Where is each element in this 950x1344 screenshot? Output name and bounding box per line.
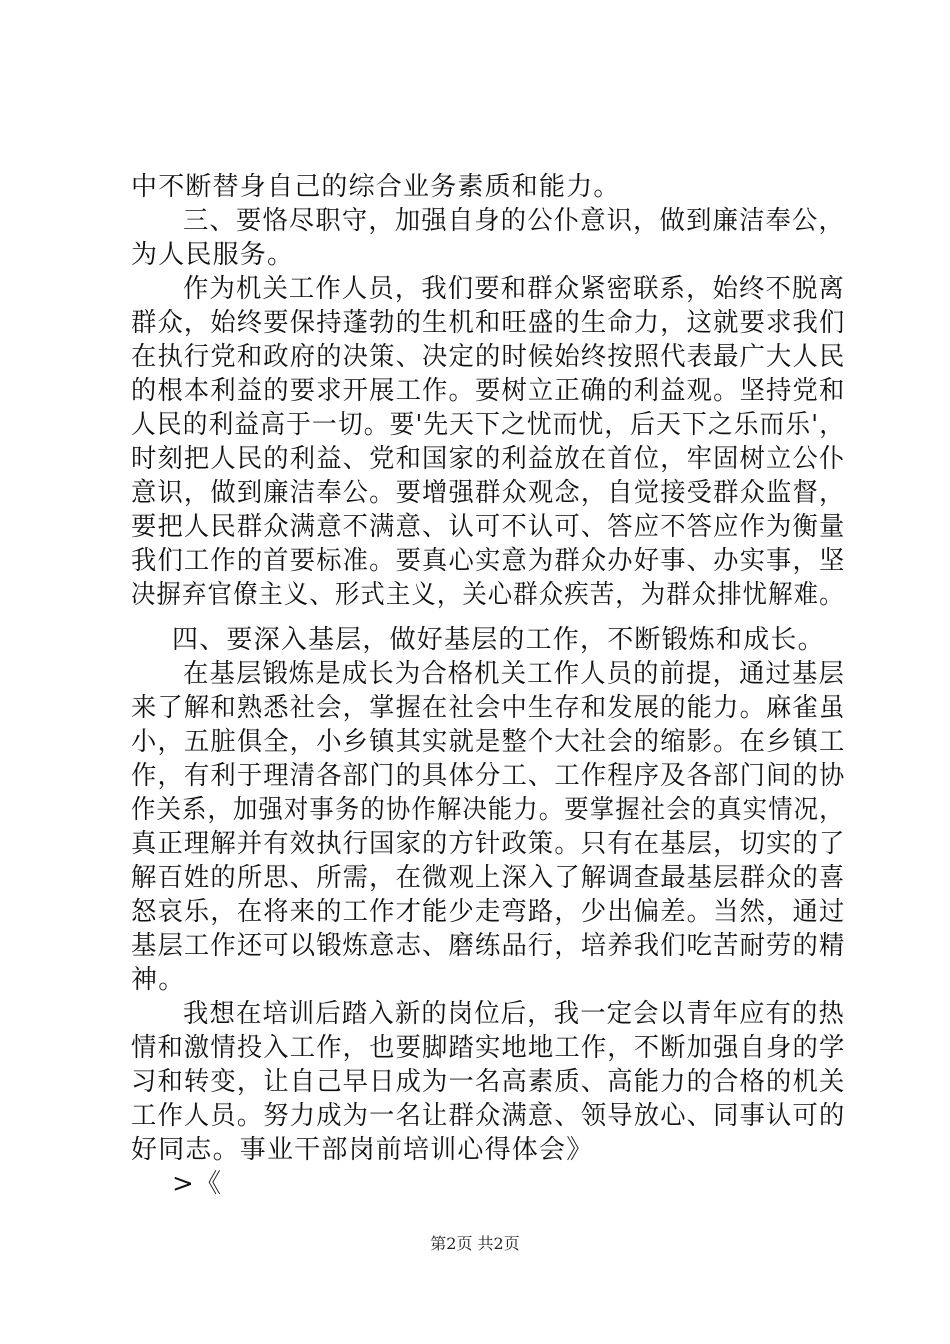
text-line: 来了解和熟悉社会，掌握在社会中生存和发展的能力。麻雀虽 — [131, 693, 846, 723]
text-line: >《 — [172, 1169, 223, 1199]
text-line: 解百姓的所思、所需，在微观上深入了解调查最基层群众的喜 — [131, 863, 846, 893]
text-line: 工作人员。努力成为一名让群众满意、领导放心、同事认可的 — [131, 1101, 846, 1131]
text-line: 中不断替身自己的综合业务素质和能力。 — [131, 172, 621, 202]
text-line: 在基层锻炼是成长为合格机关工作人员的前提，通过基层 — [183, 659, 845, 689]
section-heading: 四、要深入基层，做好基层的工作，不断锻炼和成长。 — [172, 625, 825, 655]
text-line: 意识，做到廉洁奉公。要增强群众观念，自觉接受群众监督， — [131, 478, 846, 508]
text-line: 作为机关工作人员，我们要和群众紧密联系，始终不脱离 — [183, 274, 845, 304]
text-line: 作，有利于理清各部门的具体分工、工作程序及各部门间的协 — [131, 761, 846, 791]
text-line: 基层工作还可以锻炼意志、磨练品行，培养我们吃苦耐劳的精 — [131, 931, 846, 961]
text-line: 作关系，加强对事务的协作解决能力。要掌握社会的真实情况， — [131, 795, 845, 825]
text-line: 神。 — [131, 965, 186, 995]
text-line: 好同志。事业干部岗前培训心得体会》 — [131, 1135, 594, 1165]
text-line: 要把人民群众满意不满意、认可不认可、答应不答应作为衡量 — [131, 512, 846, 542]
text-line: 三、要恪尽职守，加强自身的公仆意识，做到廉洁奉公， — [183, 206, 845, 236]
text-line: 怒哀乐，在将来的工作才能少走弯路，少出偏差。当然，通过 — [131, 897, 846, 927]
text-line: 决摒弃官僚主义、形式主义，关心群众疾苦，为群众排忧解难。 — [131, 580, 845, 610]
text-line: 小，五脏俱全，小乡镇其实就是整个大社会的缩影。在乡镇工 — [131, 727, 846, 757]
text-line: 人民的利益高于一切。要'先天下之忧而忧，后天下之乐而乐'， — [131, 410, 846, 440]
text-line: 为人民服务。 — [131, 240, 295, 270]
text-line: 的根本利益的要求开展工作。要树立正确的利益观。坚持党和 — [131, 376, 846, 406]
text-line: 在执行党和政府的决策、决定的时候始终按照代表最广大人民 — [131, 342, 846, 372]
text-line: 群众，始终要保持蓬勃的生机和旺盛的生命力，这就要求我们 — [131, 308, 846, 338]
text-line: 我想在培训后踏入新的岗位后，我一定会以青年应有的热 — [183, 999, 845, 1029]
text-line: 我们工作的首要标准。要真心实意为群众办好事、办实事，坚 — [131, 546, 846, 576]
text-line: 真正理解并有效执行国家的方针政策。只有在基层，切实的了 — [131, 829, 846, 859]
text-line: 时刻把人民的利益、党和国家的利益放在首位，牢固树立公仆 — [131, 444, 846, 474]
text-line: 习和转变，让自己早日成为一名高素质、高能力的合格的机关 — [131, 1067, 846, 1097]
text-line: 情和激情投入工作，也要脚踏实地地工作，不断加强自身的学 — [131, 1033, 846, 1063]
page-number: 第2页 共2页 — [430, 1234, 520, 1253]
